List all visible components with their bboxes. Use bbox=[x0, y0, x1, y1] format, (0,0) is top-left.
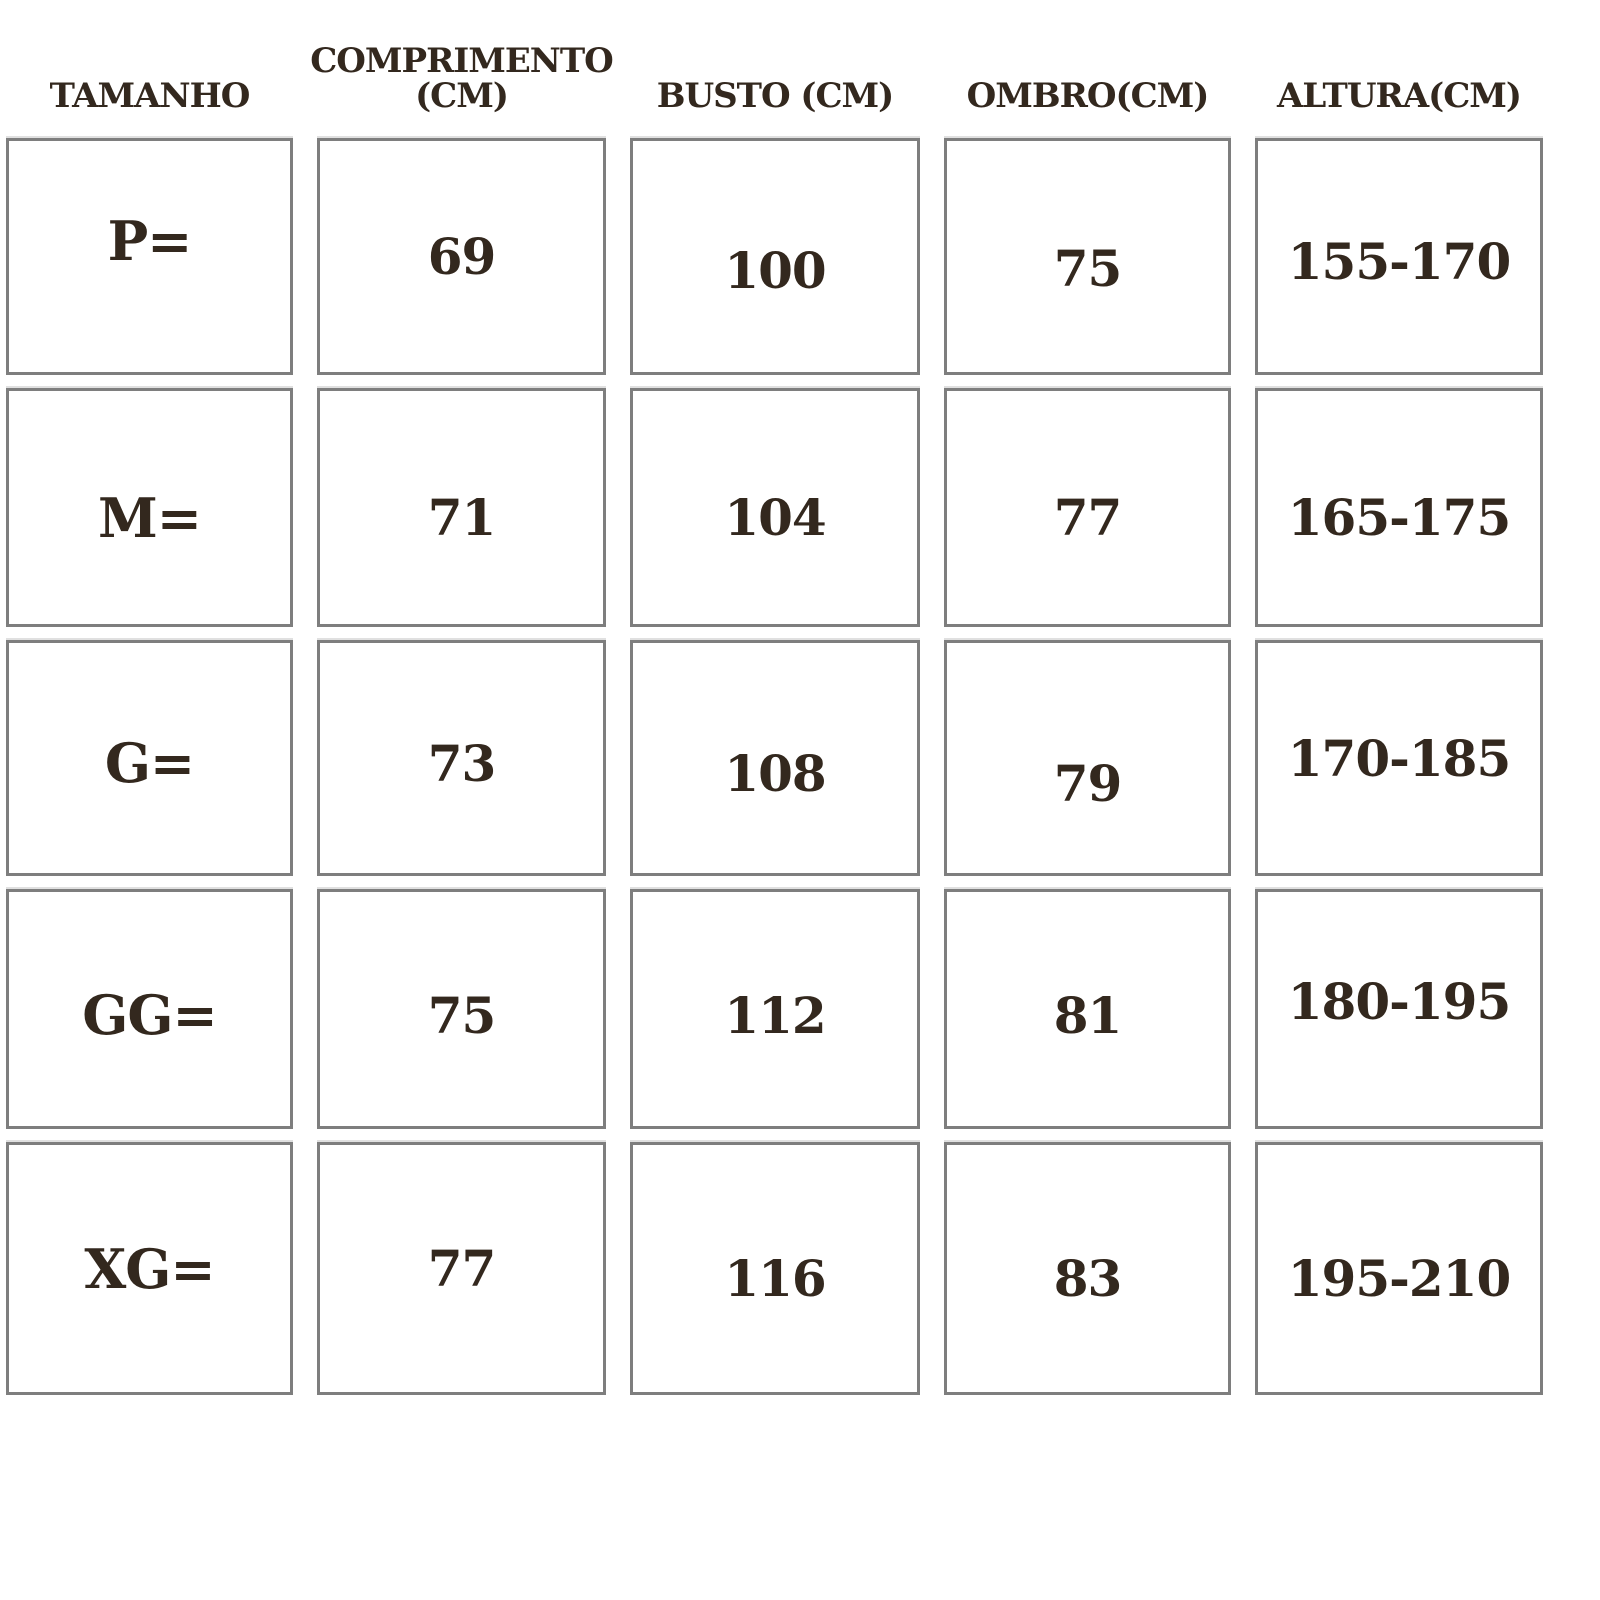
measurement-value: 180-195 bbox=[1287, 971, 1511, 1031]
cell-size-xg bbox=[6, 1142, 293, 1395]
column-header-busto: BUSTO (CM) bbox=[656, 76, 894, 117]
cell-p-busto bbox=[630, 138, 920, 375]
column-header-altura: ALTURA(CM) bbox=[1277, 76, 1521, 117]
column-header-ombro: OMBRO(CM) bbox=[966, 76, 1209, 117]
measurement-value: 77 bbox=[427, 1239, 496, 1298]
size-label: GG= bbox=[82, 983, 217, 1047]
size-label: M= bbox=[97, 485, 202, 550]
cell-xg-comprimento bbox=[317, 1142, 606, 1395]
measurement-value: 77 bbox=[1053, 488, 1122, 547]
cell-g-busto bbox=[630, 640, 920, 876]
cell-g-comprimento bbox=[317, 640, 606, 876]
measurement-value: 165-175 bbox=[1287, 488, 1511, 547]
cell-m-altura bbox=[1255, 388, 1543, 627]
measurement-value: 100 bbox=[724, 241, 826, 300]
measurement-value: 116 bbox=[724, 1249, 826, 1308]
cell-g-altura bbox=[1255, 640, 1543, 876]
cell-g-ombro bbox=[944, 640, 1231, 876]
measurement-value: 170-185 bbox=[1287, 728, 1511, 788]
cell-p-ombro bbox=[944, 138, 1231, 375]
measurement-value: 195-210 bbox=[1287, 1249, 1511, 1308]
measurement-value: 75 bbox=[1053, 239, 1122, 298]
measurement-value: 75 bbox=[427, 985, 496, 1045]
cell-m-comprimento bbox=[317, 388, 606, 627]
measurement-value: 108 bbox=[724, 743, 826, 803]
measurement-value: 83 bbox=[1053, 1249, 1122, 1308]
column-header-comprimento: COMPRIMENTO (CM) bbox=[310, 40, 613, 117]
cell-gg-comprimento bbox=[317, 889, 606, 1129]
cell-size-gg bbox=[6, 889, 293, 1129]
cell-gg-altura bbox=[1255, 889, 1543, 1129]
measurement-value: 112 bbox=[724, 985, 826, 1045]
measurement-value: 79 bbox=[1053, 753, 1122, 813]
measurement-value: 71 bbox=[427, 488, 496, 547]
cell-xg-ombro bbox=[944, 1142, 1231, 1395]
cell-size-m bbox=[6, 388, 293, 627]
size-label: XG= bbox=[84, 1236, 215, 1301]
cell-xg-busto bbox=[630, 1142, 920, 1395]
cell-gg-ombro bbox=[944, 889, 1231, 1129]
cell-m-ombro bbox=[944, 388, 1231, 627]
cell-p-comprimento bbox=[317, 138, 606, 375]
measurement-value: 104 bbox=[724, 488, 826, 547]
cell-size-g bbox=[6, 640, 293, 876]
size-label: P= bbox=[107, 208, 192, 273]
cell-p-altura bbox=[1255, 138, 1543, 375]
measurement-value: 155-170 bbox=[1287, 232, 1511, 291]
measurement-value: 73 bbox=[427, 733, 496, 793]
size-label: G= bbox=[104, 731, 195, 795]
column-header-tamanho: TAMANHO bbox=[49, 76, 250, 117]
measurement-value: 69 bbox=[427, 227, 496, 286]
cell-gg-busto bbox=[630, 889, 920, 1129]
cell-xg-altura bbox=[1255, 1142, 1543, 1395]
measurement-value: 81 bbox=[1053, 985, 1122, 1045]
cell-m-busto bbox=[630, 388, 920, 627]
cell-size-p bbox=[6, 138, 293, 375]
